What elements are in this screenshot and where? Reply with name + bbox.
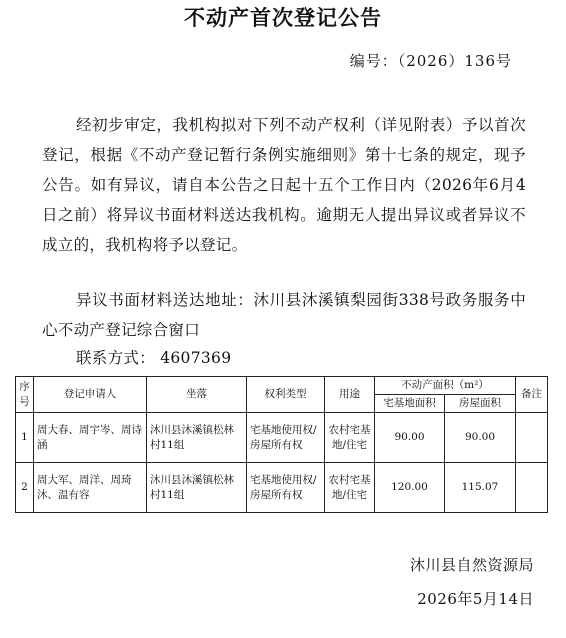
- row-remarks: [516, 413, 548, 463]
- header-seq: 序号: [16, 377, 34, 413]
- row-location: 沐川县沐溪镇松林村11组: [147, 463, 247, 513]
- row-house-area: 115.07: [445, 463, 516, 513]
- header-usage: 用途: [325, 377, 375, 413]
- header-house-area: 房屋面积: [445, 395, 516, 413]
- row-house-area: 90.00: [445, 413, 516, 463]
- row-usage: 农村宅基地/住宅: [325, 413, 375, 463]
- header-right-type: 权利类型: [247, 377, 325, 413]
- table-row: [16, 413, 548, 463]
- row-applicant: 周大军、周洋、周琦沐、温有容: [34, 463, 147, 513]
- row-applicant: 周大春、周宇岑、周诗涵: [34, 413, 147, 463]
- header-location: 坐落: [147, 377, 247, 413]
- body-paragraph-address: 异议书面材料送达地址：沐川县沐溪镇梨园街338号政务服务中心不动产登记综合窗口: [42, 291, 526, 339]
- header-remarks: 备注: [516, 377, 548, 413]
- header-applicant: 登记申请人: [34, 377, 147, 413]
- row-seq: 1: [16, 413, 34, 463]
- issuing-organization: 沐川县自然资源局: [409, 556, 534, 574]
- page-title: 不动产首次登记公告: [184, 6, 382, 30]
- registration-table: [15, 376, 548, 513]
- header-land-area: 宅基地面积: [375, 395, 445, 413]
- row-right-type: 宅基地使用权/房屋所有权: [247, 413, 325, 463]
- row-usage: 农村宅基地/住宅: [325, 463, 375, 513]
- row-land-area: 120.00: [375, 463, 445, 513]
- row-right-type: 宅基地使用权/房屋所有权: [247, 463, 325, 513]
- row-seq: 2: [16, 463, 34, 513]
- document-number: 编号：（2026）136号: [349, 52, 512, 70]
- body-paragraph-review: 经初步审定，我机构拟对下列不动产权利（详见附表）予以首次登记，根据《不动产登记暂行条例实施细则》第十七条的规定，现予公告。如有异议，请自本公告之日起十五个工作日内（2026年6月4日之前）将异议书面材料送达我机构。逾期无人提出异议或者异议不成立的，我机构将予以登记。: [42, 116, 526, 254]
- table-row: [16, 463, 548, 513]
- row-remarks: [516, 463, 548, 513]
- row-location: 沐川县沐溪镇松林村11组: [147, 413, 247, 463]
- header-area-group: 不动产面积（m²）: [375, 377, 516, 395]
- contact-info: 联系方式： 4607369: [76, 349, 232, 367]
- issue-date: 2026年5月14日: [417, 590, 534, 608]
- row-land-area: 90.00: [375, 413, 445, 463]
